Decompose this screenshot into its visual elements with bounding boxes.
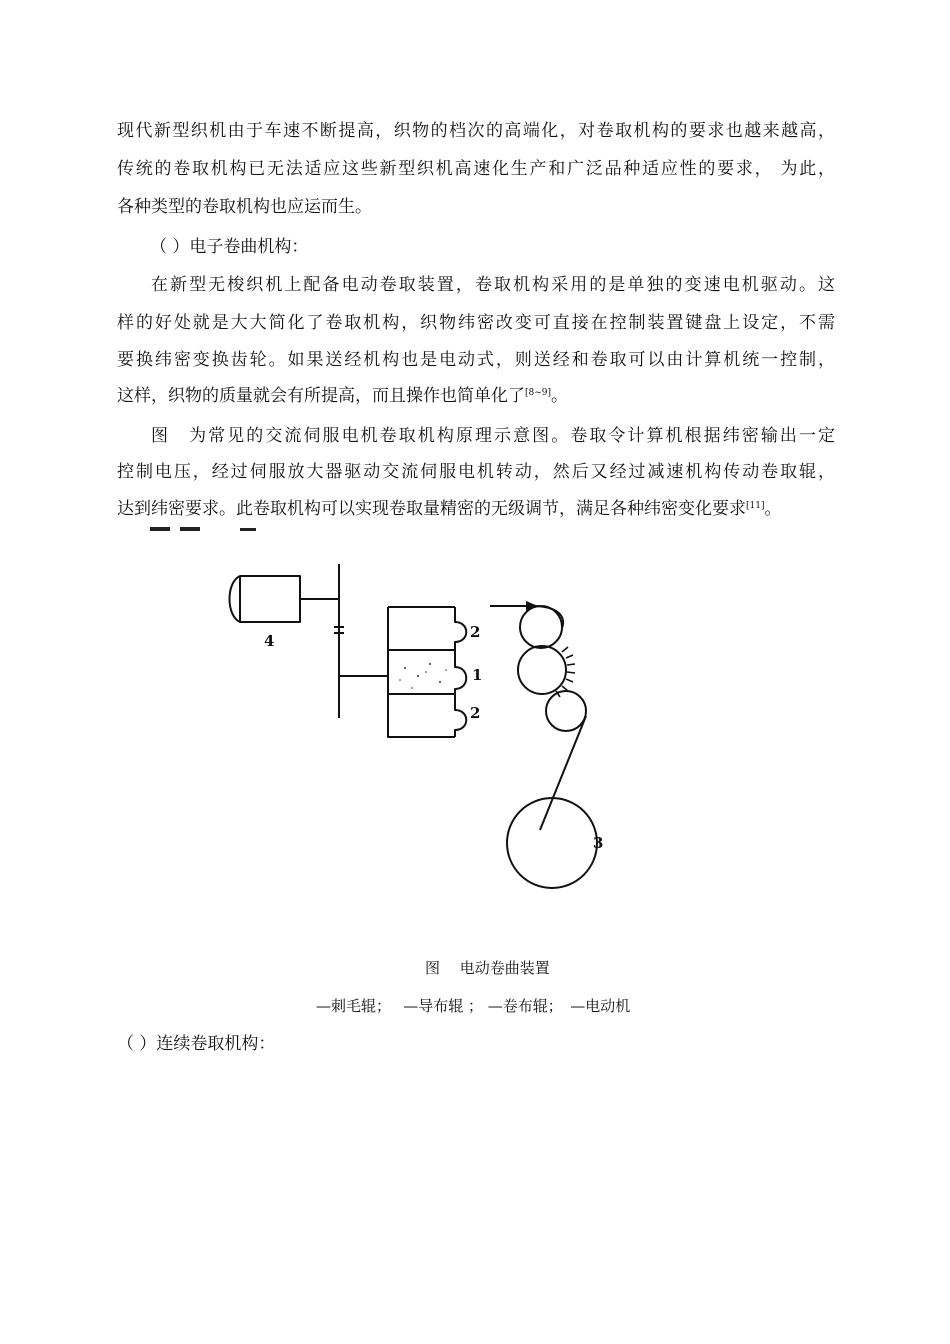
roller-stack-frame (388, 607, 455, 737)
figdesc-line-3-end: 。 (764, 499, 782, 519)
intro-line-3: 各种类型的卷取机构也应运而生。 (117, 197, 372, 217)
clipped-text-remnant (180, 527, 200, 531)
cloth-roll (507, 798, 597, 888)
section1-line-3: 要换纬密变换齿轮。如果送经机构也是电动式，则送经和卷取可以由计算机统一控制， (117, 350, 835, 370)
label-guide-roller-top: 2 (470, 623, 481, 641)
spike-roller-texture (399, 663, 447, 689)
label-motor: 4 (264, 632, 275, 650)
section1-heading: （ ）电子卷曲机构： (150, 237, 309, 257)
label-cloth-roll: 3 (593, 834, 604, 852)
figdesc-line-2: 控制电压，经过伺服放大器驱动交流伺服电机转动，然后又经过减速机构传动卷取辊， (117, 462, 835, 482)
section1-line-4-text: 这样，织物的质量就会有所提高，而且操作也简单化了 (117, 386, 525, 406)
citation-8-9: [8~9] (525, 388, 552, 398)
fabric-direction-arrow-icon (526, 601, 538, 611)
spike-roller (455, 650, 466, 694)
section2-heading: （ ）连续卷取机构： (117, 1034, 276, 1054)
citation-11: [11] (746, 501, 765, 511)
guide-roller-bottom (455, 694, 466, 737)
toothed-roller (518, 646, 566, 694)
take-up-roller-upper (520, 606, 562, 648)
figure-legend: —刺毛辊； —导布辊 ； —卷布辊； —电动机 (316, 997, 631, 1015)
clipped-text-remnant (240, 528, 256, 531)
figdesc-line-3-text: 达到纬密要求。此卷取机构可以实现卷取量精密的无级调节，满足各种纬密变化要求 (117, 499, 746, 519)
label-guide-roller-bottom: 2 (470, 704, 481, 722)
section1-line-4-end: 。 (551, 386, 569, 406)
figdesc-line-1: 图 为常见的交流伺服电机卷取机构原理示意图。卷取令计算机根据纬密输出一定 (151, 426, 835, 446)
clipped-text-remnant (150, 527, 170, 531)
figure-caption: 图 电动卷曲装置 (425, 959, 550, 977)
intro-line-2: 传统的卷取机构已无法适应这些新型织机高速化生产和广泛品种适应性的要求， 为此， (117, 159, 835, 179)
section1-line-2: 样的好处就是大大简化了卷取机构，织物纬密改变可直接在控制装置键盘上设定，不需 (117, 313, 835, 333)
label-spike-roller: 1 (472, 666, 483, 684)
guide-roller-top (455, 607, 466, 650)
section1-line-1: 在新型无梭织机上配备电动卷取装置，卷取机构采用的是单独的变速电机驱动。这 (151, 275, 835, 295)
intro-line-1: 现代新型织机由于车速不断提高，织物的档次的高端化，对卷取机构的要求也越来越高， (117, 121, 835, 141)
fabric-path-down (540, 716, 586, 830)
pressing-roller (546, 691, 586, 731)
